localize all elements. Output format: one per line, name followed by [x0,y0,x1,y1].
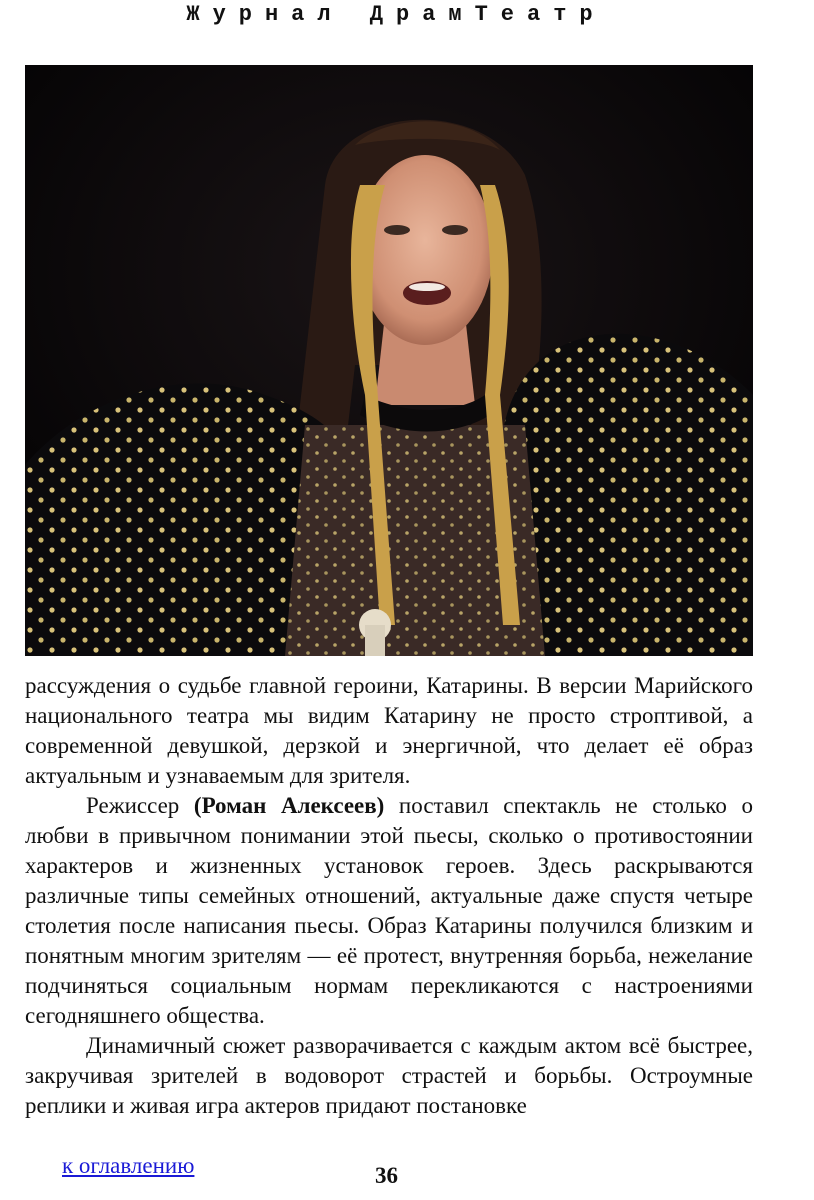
actress-photo-illustration [25,65,753,656]
director-name: (Роман Алексеев) [193,793,385,818]
article-body [25,671,753,1121]
magazine-masthead: Журнал ДрамТеатр [186,2,606,27]
paragraph-2 [25,791,753,1031]
paragraph-1: рассуждения о судьбе главной героини, Катарины. В версии Марийского национального театра мы видим Катарину не просто строптивой, а современной девушкой, дерзкой и энергичной, что делает её образ актуальным и узнаваемым для зрителя. [25,673,753,788]
paragraph-2-lead: Режиссер [86,793,194,818]
table-of-contents-link[interactable]: к оглавлению [62,1153,195,1178]
paragraph-2-rest: поставил спектакль не столько о любви в привычном понимании этой пьесы, сколько о противостоянии характеров и жизненных установок героев. Здесь раскрываются различные типы семейных отношений, актуальные даже спустя четыре столетия после написания пьесы. Образ Катарины получился близким и понятным многим зрителям — её протест, внутренняя борьба, нежелание подчиняться социальным нормам перекликаются с настроениями сегодняшнего общества. [25,793,753,1028]
page-number: 36 [375,1163,398,1188]
paragraph-3: Динамичный сюжет разворачивается с каждым актом всё быстрее, закручивая зрителей в водоворот страстей и борьбы. Остроумные реплики и живая игра актеров придают постановке [25,1033,753,1118]
actress-photo [25,65,753,656]
